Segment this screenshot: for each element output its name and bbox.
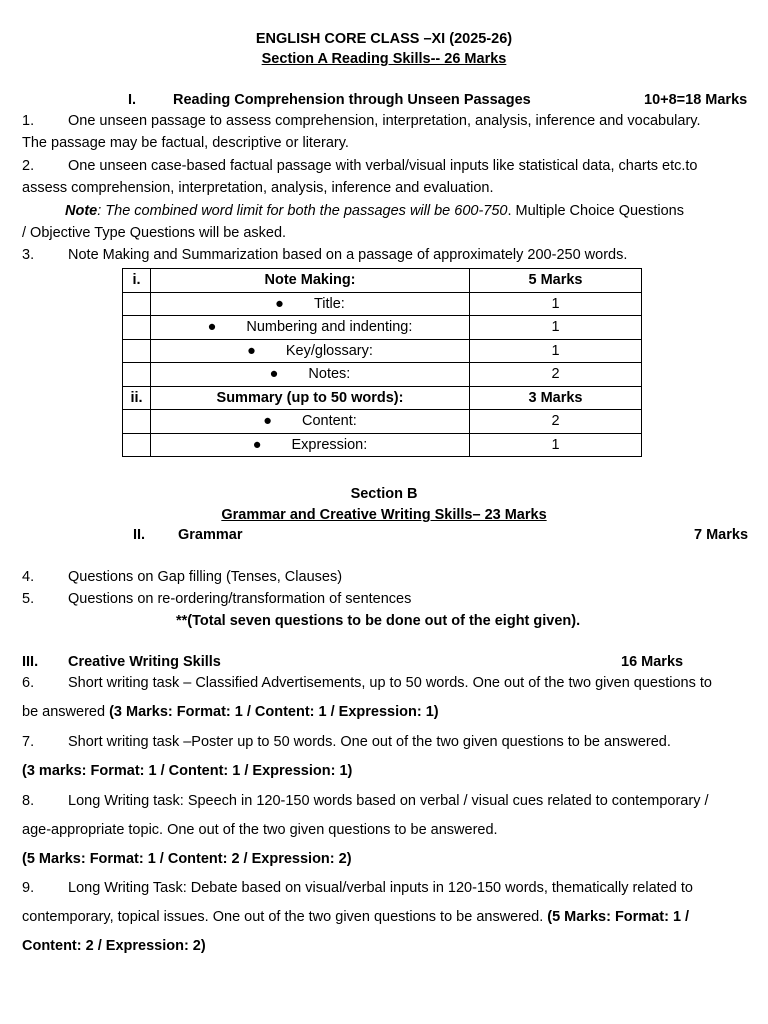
item-9-marks-end: Content: 2 / Expression: 2): [22, 938, 206, 954]
table-cell-marks: 1: [470, 292, 642, 316]
item-1-line-2: The passage may be factual, descriptive or literary.: [22, 135, 349, 151]
table-cell-marks: 3 Marks: [470, 386, 642, 410]
table-row: [123, 269, 642, 293]
item-3-text: Note Making and Summarization based on a passage of approximately 200-250 words.: [68, 247, 628, 263]
item-2-line-2: assess comprehension, interpretation, analysis, inference and evaluation.: [22, 180, 494, 196]
item-8-line-2: age-appropriate topic. One out of the two given questions to be answered.: [22, 822, 498, 838]
table-row: [123, 316, 642, 340]
part-2-heading: Grammar: [178, 527, 243, 543]
table-cell-label-text: Title:: [313, 295, 345, 312]
table-cell-label-text: Expression:: [291, 436, 368, 453]
total-questions-note: **(Total seven questions to be done out of the eight given).: [176, 613, 581, 629]
table-cell-marks: 1: [470, 433, 642, 457]
table-cell-number: [123, 339, 151, 363]
table-cell-marks: 1: [470, 316, 642, 340]
item-7-line-1: Short writing task –Poster up to 50 words. One out of the two given questions to be answered.: [68, 734, 671, 750]
item-6-line-1: Short writing task – Classified Advertisements, up to 50 words. One out of the two given questions to: [68, 675, 712, 691]
item-2-line-1: One unseen case-based factual passage with verbal/visual inputs like statistical data, charts etc.to: [68, 158, 698, 174]
table-cell-marks: 2: [470, 363, 642, 387]
table-cell-label: Note Making:: [151, 269, 470, 293]
table-cell-label: [151, 363, 470, 387]
item-8-number: 8.: [22, 793, 35, 809]
note-italic-text: : The combined word limit for both the passages will be 600-750: [97, 203, 508, 219]
item-5-text: Questions on re-ordering/transformation of sentences: [68, 591, 412, 607]
part-1-heading: Reading Comprehension through Unseen Passages: [173, 92, 531, 108]
table-row: [123, 410, 642, 434]
part-3-heading: Creative Writing Skills: [68, 654, 221, 670]
table-cell-label: [151, 433, 470, 457]
item-4-text: Questions on Gap filling (Tenses, Clauses): [68, 569, 343, 585]
table-cell-marks: 5 Marks: [470, 269, 642, 293]
table-cell-marks: 1: [470, 339, 642, 363]
item-2-number: 2.: [22, 158, 35, 174]
item-3-number: 3.: [22, 247, 35, 263]
table-cell-label-text: Numbering and indenting:: [246, 319, 413, 336]
table-cell-label-text: Content:: [301, 413, 357, 430]
part-1-number: I.: [128, 92, 137, 108]
item-9-line-2: [22, 908, 689, 926]
note-rest-text: . Multiple Choice Questions: [507, 203, 684, 219]
note-line-2: / Objective Type Questions will be asked.: [22, 225, 287, 241]
table-cell-label: [151, 339, 470, 363]
table-cell-number: [123, 363, 151, 387]
item-8-line-1: Long Writing task: Speech in 120-150 words based on verbal / visual cues related to contemporary /: [68, 793, 709, 809]
bullet-icon: ●: [252, 436, 262, 453]
part-2-marks: 7 Marks: [694, 527, 749, 543]
table-cell-number: [123, 292, 151, 316]
item-6-line-2-text: be answered: [22, 704, 110, 720]
item-6-marks: (3 Marks: Format: 1 / Content: 1 / Expression: 1): [109, 704, 439, 720]
section-b-title: Section B: [350, 486, 418, 502]
item-1-number: 1.: [22, 113, 35, 129]
table-cell-marks: 2: [470, 410, 642, 434]
item-7-number: 7.: [22, 734, 35, 750]
table-cell-label: [151, 292, 470, 316]
table-cell-number: i.: [123, 269, 151, 293]
item-9-line-1: Long Writing Task: Debate based on visual/verbal inputs in 120-150 words, thematically related to: [68, 880, 693, 896]
item-7-marks: (3 marks: Format: 1 / Content: 1 / Expression: 1): [22, 763, 353, 779]
section-b-subtitle: Grammar and Creative Writing Skills– 23 Marks: [221, 507, 547, 523]
table-row: [123, 386, 642, 410]
item-9-marks-start: (5 Marks: Format: 1 /: [547, 909, 690, 925]
bullet-icon: ●: [207, 319, 217, 336]
bullet-icon: ●: [263, 413, 272, 430]
section-a-title: Section A Reading Skills-- 26 Marks: [261, 51, 507, 67]
table-row: [123, 292, 642, 316]
table-cell-label: [151, 410, 470, 434]
document-title: ENGLISH CORE CLASS –XI (2025-26): [255, 31, 513, 47]
table-row: [123, 433, 642, 457]
bullet-icon: ●: [247, 342, 256, 359]
part-1-marks: 10+8=18 Marks: [644, 92, 748, 108]
table-cell-label-text: Notes:: [308, 366, 351, 383]
item-6-number: 6.: [22, 675, 35, 691]
item-8-marks: (5 Marks: Format: 1 / Content: 2 / Expression: 2): [22, 851, 352, 867]
table-cell-number: ii.: [123, 386, 151, 410]
table-cell-number: [123, 410, 151, 434]
note-making-table: [122, 268, 642, 457]
table-row: [123, 339, 642, 363]
table-row: [123, 363, 642, 387]
bullet-icon: ●: [269, 366, 279, 383]
note-line-1: [65, 202, 684, 220]
bullet-icon: ●: [275, 295, 284, 312]
item-9-line-2-text: contemporary, topical issues. One out of the two given questions to be answered.: [22, 909, 548, 925]
part-2-number: II.: [133, 527, 146, 543]
table-cell-number: [123, 316, 151, 340]
item-5-number: 5.: [22, 591, 35, 607]
item-9-number: 9.: [22, 880, 35, 896]
item-1-line-1: One unseen passage to assess comprehension, interpretation, analysis, inference and vocabulary.: [68, 113, 701, 129]
item-4-number: 4.: [22, 569, 35, 585]
table-cell-label: Summary (up to 50 words):: [151, 386, 470, 410]
table-cell-number: [123, 433, 151, 457]
table-cell-label-text: Key/glossary:: [285, 342, 373, 359]
item-6-line-2: [22, 703, 439, 721]
note-label: Note: [65, 203, 98, 219]
table-cell-label: [151, 316, 470, 340]
part-3-number: III.: [22, 654, 39, 670]
part-3-marks: 16 Marks: [621, 654, 684, 670]
